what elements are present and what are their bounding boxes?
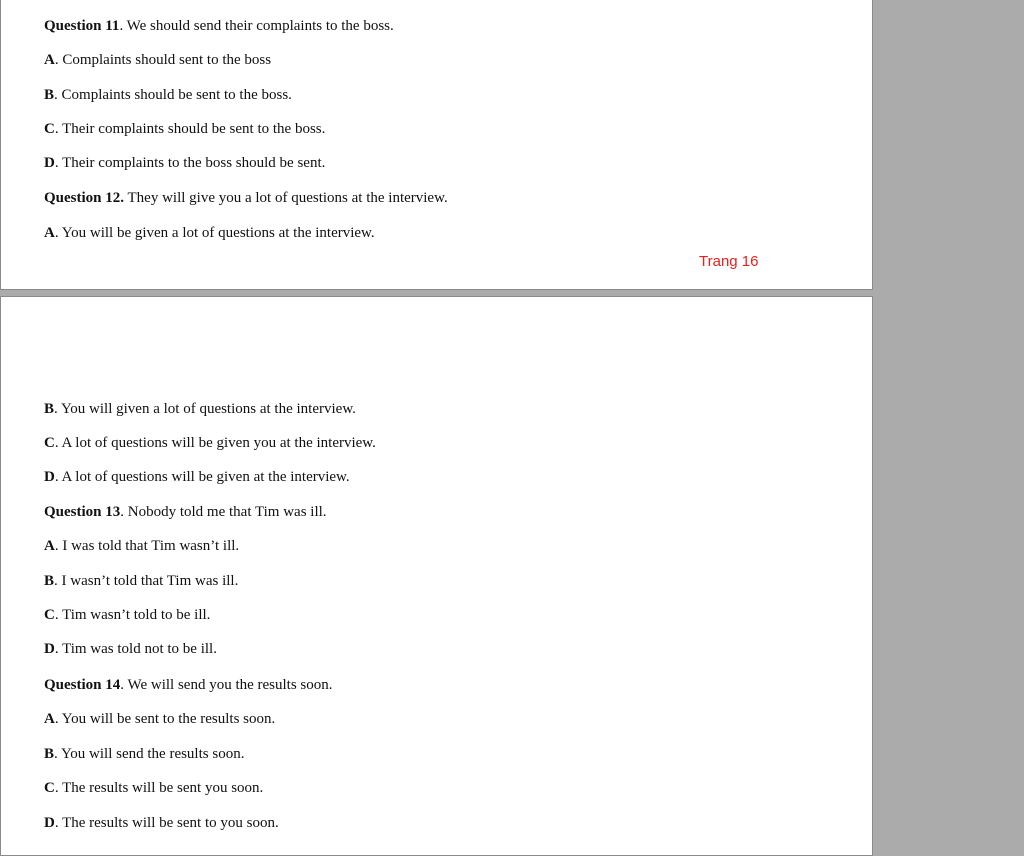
option-d — [44, 640, 217, 658]
option-letter: D — [44, 641, 55, 657]
question-text: . We will send you the results soon. — [120, 677, 333, 693]
option-b — [44, 400, 356, 418]
option-text: . I was told that Tim wasn’t ill. — [54, 538, 240, 554]
document-page-16 — [0, 0, 873, 290]
option-letter: C — [44, 607, 55, 623]
question-text: They will give you a lot of questions at the interview. — [124, 190, 448, 206]
question-label: Question 12. — [44, 190, 125, 206]
option-letter: A — [44, 711, 55, 727]
option-a — [44, 51, 271, 69]
question-label: Question 11 — [44, 18, 120, 34]
option-d — [44, 814, 279, 832]
option-a — [44, 224, 375, 242]
option-letter: B — [44, 746, 55, 762]
option-text: . You will be sent to the results soon. — [54, 711, 276, 727]
option-letter: B — [44, 573, 55, 589]
option-a — [44, 537, 239, 555]
option-text: . You will be given a lot of questions at the interview. — [54, 225, 375, 241]
option-text: . The results will be sent you soon. — [54, 780, 264, 796]
option-letter: C — [44, 435, 55, 451]
option-text: . Complaints should be sent to the boss. — [54, 87, 292, 103]
option-c — [44, 120, 325, 138]
option-text: . Tim wasn’t told to be ill. — [54, 607, 211, 623]
option-d — [44, 468, 350, 486]
option-b — [44, 86, 292, 104]
option-letter: D — [44, 155, 55, 171]
option-text: . A lot of questions will be given you at the interview. — [54, 435, 376, 451]
question-text: . Nobody told me that Tim was ill. — [120, 504, 327, 520]
option-text: . Their complaints to the boss should be sent. — [54, 155, 326, 171]
option-text: . I wasn’t told that Tim was ill. — [54, 573, 239, 589]
option-letter: D — [44, 815, 55, 831]
page-number: Trang 16 — [699, 253, 759, 270]
option-letter: A — [44, 225, 55, 241]
option-d — [44, 154, 325, 172]
option-letter: B — [44, 401, 55, 417]
question-13 — [44, 503, 327, 521]
option-c — [44, 434, 376, 452]
option-letter: A — [44, 538, 55, 554]
option-text: . A lot of questions will be given at the interview. — [54, 469, 350, 485]
option-letter: C — [44, 780, 55, 796]
option-letter: D — [44, 469, 55, 485]
option-text: . You will given a lot of questions at the interview. — [54, 401, 356, 417]
option-c — [44, 606, 210, 624]
option-a — [44, 710, 275, 728]
option-letter: C — [44, 121, 55, 137]
question-label: Question 13 — [44, 504, 121, 520]
option-c — [44, 779, 263, 797]
question-text: . We should send their complaints to the boss. — [119, 18, 394, 34]
option-text: . Their complaints should be sent to the boss. — [54, 121, 326, 137]
option-letter: B — [44, 87, 55, 103]
option-letter: A — [44, 52, 55, 68]
question-11 — [44, 17, 394, 35]
option-b — [44, 572, 238, 590]
document-page-17 — [0, 296, 873, 856]
option-b — [44, 745, 244, 763]
option-text: . Complaints should sent to the boss — [54, 52, 272, 68]
question-label: Question 14 — [44, 677, 121, 693]
option-text: . Tim was told not to be ill. — [54, 641, 217, 657]
question-12 — [44, 189, 448, 207]
option-text: . You will send the results soon. — [54, 746, 245, 762]
question-14 — [44, 676, 333, 694]
option-text: . The results will be sent to you soon. — [54, 815, 279, 831]
